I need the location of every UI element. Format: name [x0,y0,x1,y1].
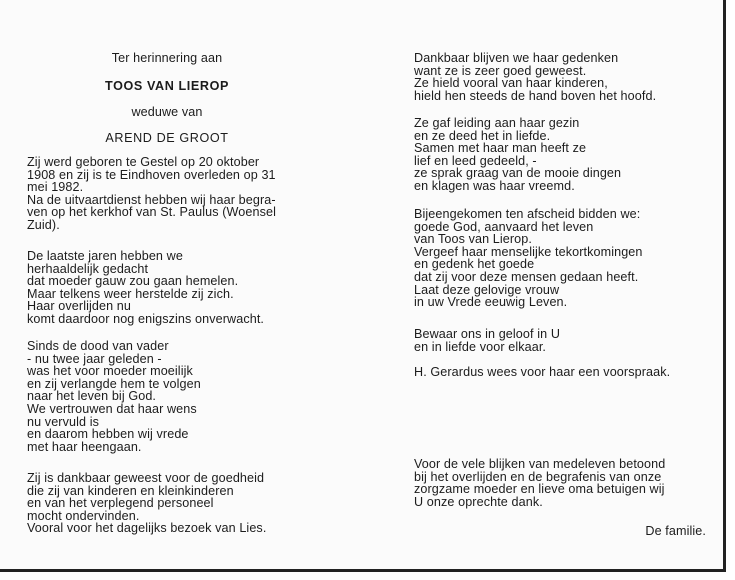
text-line: ven op het kerkhof van St. Paulus (Woensel [27,205,276,220]
text-line: Vooral voor het dagelijks bezoek van Lies. [27,521,267,536]
text-line: - nu twee jaar geleden - [27,351,162,366]
text-line: en zij verlangde hem te volgen [27,376,201,391]
prayer-stanza [414,208,643,309]
text-line: ze sprak graag van de mooie dingen [414,166,622,181]
text-line: zorgzame moeder en lieve oma betuigen wij [414,482,665,497]
text-line: Voor de vele blijken van medeleven betoond [414,457,666,471]
text-line: goede God, aanvaard het leven [414,219,594,234]
text-line: nu vervuld is [27,414,99,429]
text-line: en daarom hebben wij vrede [27,427,189,442]
text-line: U onze oprechte dank. [414,494,543,509]
text-line: was het voor moeder moeilijk [27,364,193,379]
text-line: in uw Vrede eeuwig Leven. [414,295,568,310]
text-line: die zij van kinderen en kleinkinderen [27,483,234,498]
text-line: naar het leven bij God. [27,389,157,404]
text-line: Haar overlijden nu [27,299,132,314]
stanza-family [414,117,621,193]
text-line: Laat deze gelovige vrouw [414,282,560,297]
text-line: Na de uitvaartdienst hebben wij haar begra- [27,192,276,207]
stanza-remembrance [414,52,656,102]
text-line: mocht ondervinden. [27,508,140,523]
text-line: bij het overlijden en de begrafenis van onze [414,469,662,484]
text-line: dat moeder gauw zou gaan hemelen. [27,274,239,289]
relation-line: weduwe van [131,105,203,119]
text-line: Maar telkens weer herstelde zij zich. [27,286,234,301]
text-line: en ze deed het in liefde. [414,128,551,143]
text-line: want ze is zeer goed geweest. [414,63,587,78]
text-line: en gedenk het goede [414,257,535,272]
spouse-name: AREND DE GROOT [105,131,229,145]
text-line: Zij werd geboren te Gestel op 20 oktober [27,155,260,169]
text-line: mei 1982. [27,180,84,195]
text-line: Dankbaar blijven we haar gedenken [414,51,619,65]
text-line: We vertrouwen dat haar wens [27,401,197,416]
text-line: van Toos van Lierop. [414,232,532,247]
text-line: en in liefde voor elkaar. [414,339,547,354]
text-line: lief en leed gedeeld, - [414,153,537,168]
stanza-father [27,340,201,453]
family-signoff: De familie. [645,524,706,538]
text-line: Ze gaf leiding aan haar gezin [414,116,580,130]
text-line: hield hen steeds de hand boven het hoofd. [414,88,657,103]
text-line: Bewaar ons in geloof in U [414,327,561,341]
stanza-gratitude [27,472,266,535]
text-line: dat zij voor deze mensen gedaan heeft. [414,269,639,284]
text-line: Samen met haar man heeft ze [414,141,587,156]
saint-invocation: H. Gerardus wees voor haar een voorspraak. [414,365,671,379]
text-line: Ze hield vooral van haar kinderen, [414,76,608,91]
text-line: De laatste jaren hebben we [27,249,183,263]
text-line: en klagen was haar vreemd. [414,178,575,193]
text-line: Zuid). [27,217,60,232]
text-line: Zij is dankbaar geweest voor de goedheid [27,471,265,485]
text-line: komt daardoor nog enigszins onverwacht. [27,311,265,326]
text-line: Bijeengekomen ten afscheid bidden we: [414,207,641,221]
text-line: Sinds de dood van vader [27,339,169,353]
text-line: Vergeef haar menselijke tekortkomingen [414,244,643,259]
intro-line: Ter herinnering aan [111,51,223,65]
text-line: herhaaldelijk gedacht [27,261,149,276]
deceased-name: TOOS VAN LIEROP [105,79,229,93]
text-line: met haar heengaan. [27,439,142,454]
text-line: en van het verplegend personeel [27,496,214,511]
thanks-paragraph [414,458,665,508]
closing-prayer [414,328,560,353]
text-line: 1908 en zij is te Eindhoven overleden op 31 [27,167,276,182]
stanza-last-years [27,250,264,326]
bio-paragraph [27,156,276,232]
